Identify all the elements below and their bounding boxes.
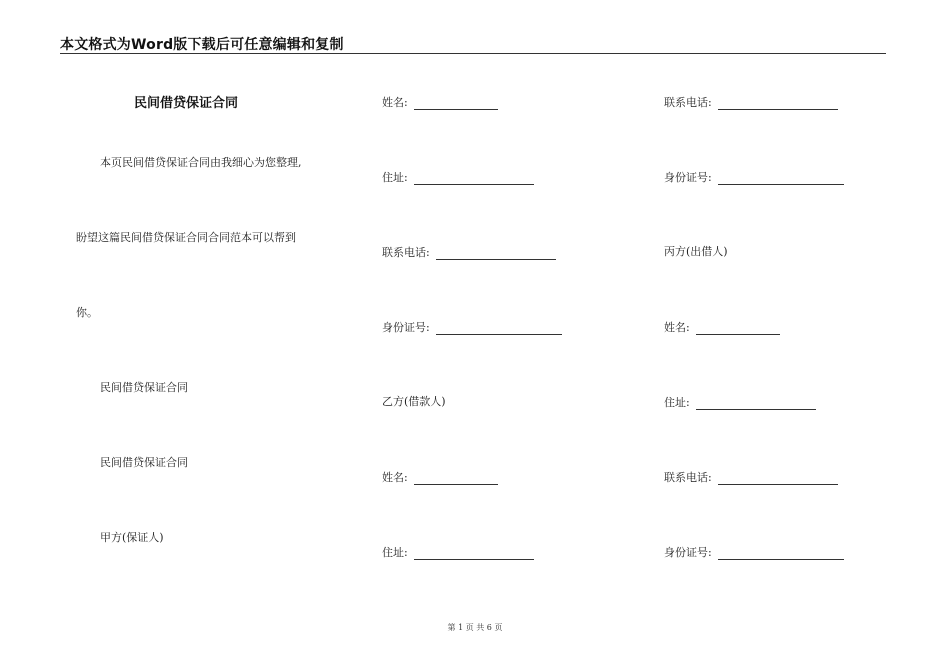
id-blank-line xyxy=(718,548,844,560)
party-b-label: 乙方(借款人) xyxy=(382,395,446,408)
address-label: 住址: xyxy=(382,546,408,559)
intro-line-2: 盼望这篇民间借贷保证合同合同范本可以帮到 xyxy=(76,231,296,244)
document-title: 民间借贷保证合同 xyxy=(134,96,239,111)
name-label: 姓名: xyxy=(382,96,408,109)
contract-heading-1: 民间借贷保证合同 xyxy=(100,381,188,394)
id-label: 身份证号: xyxy=(664,546,712,559)
party-a-address-field xyxy=(382,169,534,185)
address-label: 住址: xyxy=(664,396,690,409)
id-blank-line xyxy=(436,323,562,335)
address-blank-line xyxy=(414,548,534,560)
address-label: 住址: xyxy=(382,171,408,184)
page-footer: 第 1 页 共 6 页 xyxy=(447,623,503,632)
phone-blank-line xyxy=(718,98,838,110)
party-a-phone-field xyxy=(382,244,556,260)
party-a-name-field xyxy=(382,94,498,110)
header-text: 本文格式为Word版下载后可任意编辑和复制 xyxy=(60,37,344,53)
contract-heading-2: 民间借贷保证合同 xyxy=(100,456,188,469)
party-c-name-field xyxy=(664,319,780,335)
name-blank-line xyxy=(414,98,498,110)
phone-label: 联系电话: xyxy=(382,246,430,259)
address-blank-line xyxy=(414,173,534,185)
phone-blank-line xyxy=(436,248,556,260)
party-c-phone-field xyxy=(664,469,838,485)
id-label: 身份证号: xyxy=(382,321,430,334)
intro-line-1: 本页民间借贷保证合同由我细心为您整理, xyxy=(100,156,302,169)
party-c-id-field xyxy=(664,544,844,560)
party-a-id-field xyxy=(382,319,562,335)
phone-label: 联系电话: xyxy=(664,96,712,109)
phone-label: 联系电话: xyxy=(664,471,712,484)
name-blank-line xyxy=(696,323,780,335)
party-b-phone-field xyxy=(664,94,838,110)
id-label: 身份证号: xyxy=(664,171,712,184)
address-blank-line xyxy=(696,398,816,410)
page-header xyxy=(60,34,886,54)
party-b-id-field xyxy=(664,169,844,185)
id-blank-line xyxy=(718,173,844,185)
party-b-name-field xyxy=(382,469,498,485)
party-c-address-field xyxy=(664,394,816,410)
intro-line-3: 你。 xyxy=(76,306,98,319)
name-blank-line xyxy=(414,473,498,485)
name-label: 姓名: xyxy=(664,321,690,334)
name-label: 姓名: xyxy=(382,471,408,484)
phone-blank-line xyxy=(718,473,838,485)
party-b-address-field xyxy=(382,544,534,560)
party-c-label: 丙方(出借人) xyxy=(664,245,728,258)
party-a-label: 甲方(保证人) xyxy=(100,531,164,544)
